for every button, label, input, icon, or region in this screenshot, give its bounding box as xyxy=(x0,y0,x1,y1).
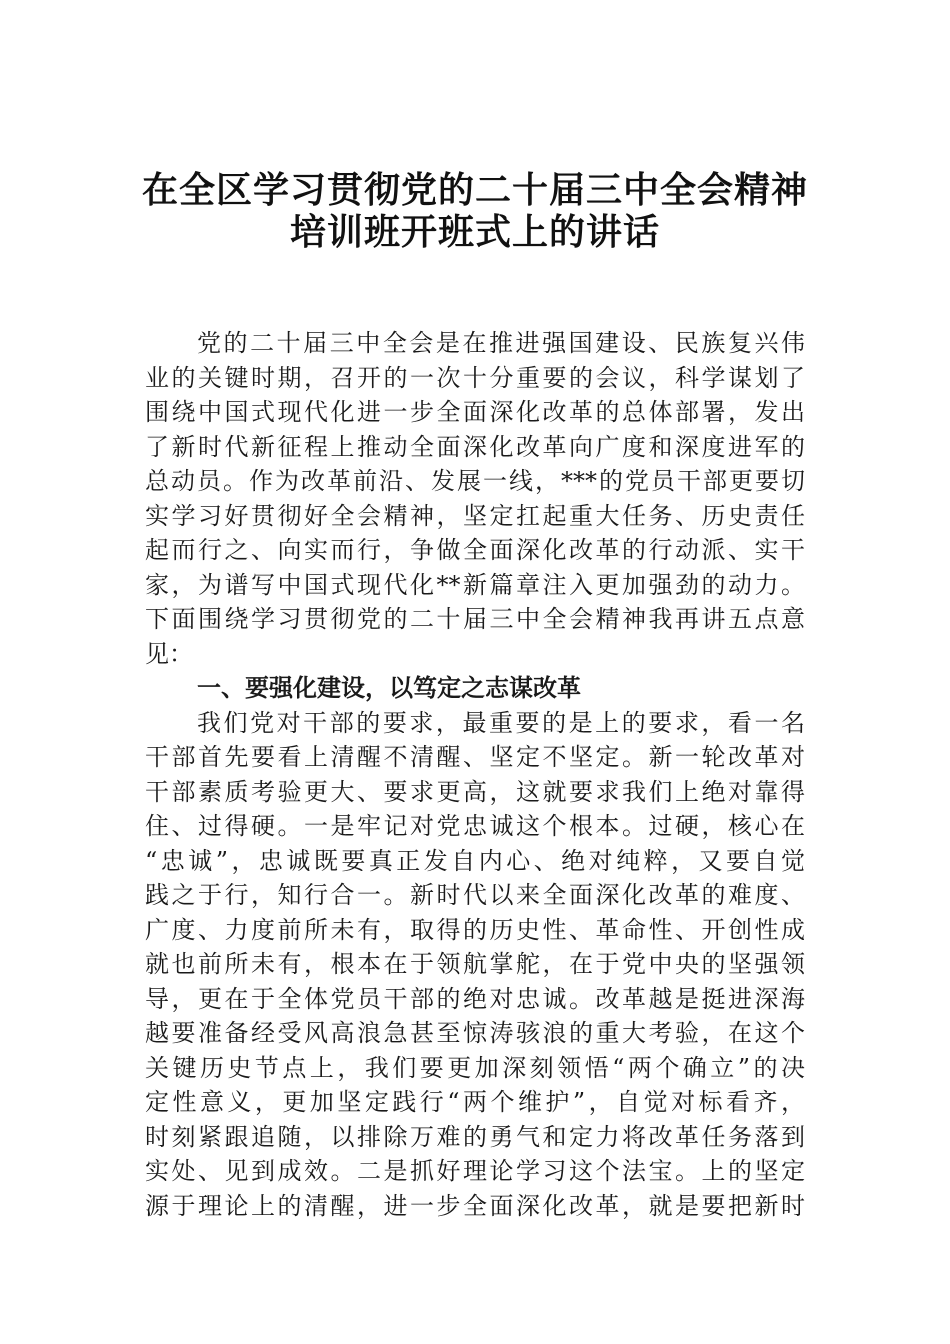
section-paragraph-line: 关键历史节点上，我们要更加深刻领悟“两个确立”的决 xyxy=(145,1053,805,1082)
section-paragraph-line: 就也前所未有，根本在于领航掌舵，在于党中央的坚强领 xyxy=(145,950,805,978)
section-paragraph-line: 我们党对干部的要求，最重要的是上的要求，看一名 xyxy=(197,708,805,737)
intro-paragraph-line: 业的关键时期，召开的一次十分重要的会议，科学谋划了 xyxy=(145,363,805,392)
document-title-line-1: 在全区学习贯彻党的二十届三中全会精神 xyxy=(141,169,808,211)
document-title-line-2: 培训班开班式上的讲话 xyxy=(289,211,660,253)
section-paragraph-line: 越要准备经受风高浪急甚至惊涛骇浪的重大考验，在这个 xyxy=(145,1019,805,1047)
section-paragraph-line: 践之于行，知行合一。新时代以来全面深化改革的难度、 xyxy=(145,881,805,909)
document-body xyxy=(145,326,805,1223)
intro-paragraph-line: 下面围绕学习贯彻党的二十届三中全会精神我再讲五点意 xyxy=(145,605,805,633)
section-paragraph-line: 广度、力度前所未有，取得的历史性、革命性、开创性成 xyxy=(145,915,805,944)
section-paragraph-line: 定性意义，更加坚定践行“两个维护”，自觉对标看齐， xyxy=(145,1088,805,1116)
intro-paragraph-line: 了新时代新征程上推动全面深化改革向广度和深度进军的 xyxy=(145,432,805,461)
intro-paragraph-line: 起而行之、向实而行，争做全面深化改革的行动派、实干 xyxy=(145,536,805,564)
section-paragraph-line: 干部素质考验更大、要求更高，这就要求我们上绝对靠得 xyxy=(145,777,805,806)
intro-paragraph-line: 党的二十届三中全会是在推进强国建设、民族复兴伟 xyxy=(197,329,805,357)
section-paragraph-line: 导，更在于全体党员干部的绝对忠诚。改革越是挺进深海 xyxy=(145,984,805,1013)
section-heading: 一、要强化建设，以笃定之志谋改革 xyxy=(197,674,581,702)
intro-paragraph-line: 见： xyxy=(145,639,193,668)
section-paragraph-line: 时刻紧跟追随，以排除万难的勇气和定力将改革任务落到 xyxy=(145,1122,805,1151)
intro-paragraph-line: 总动员。作为改革前沿、发展一线，***的党员干部更要切 xyxy=(145,467,805,495)
intro-paragraph-line: 围绕中国式现代化进一步全面深化改革的总体部署，发出 xyxy=(145,398,805,426)
section-paragraph-line: “忠诚”，忠诚既要真正发自内心、绝对纯粹，又要自觉 xyxy=(145,846,805,875)
section-paragraph-line: 源于理论上的清醒，进一步全面深化改革，就是要把新时 xyxy=(145,1191,805,1220)
intro-paragraph-line: 家，为谱写中国式现代化**新篇章注入更加强劲的动力。 xyxy=(145,570,805,599)
section-paragraph-line: 实处、见到成效。二是抓好理论学习这个法宝。上的坚定 xyxy=(145,1157,805,1185)
section-paragraph-line: 干部首先要看上清醒不清醒、坚定不坚定。新一轮改革对 xyxy=(145,743,805,771)
intro-paragraph-line: 实学习好贯彻好全会精神，坚定扛起重大任务、历史责任 xyxy=(145,501,805,530)
section-paragraph-line: 住、过得硬。一是牢记对党忠诚这个根本。过硬，核心在 xyxy=(145,812,805,840)
